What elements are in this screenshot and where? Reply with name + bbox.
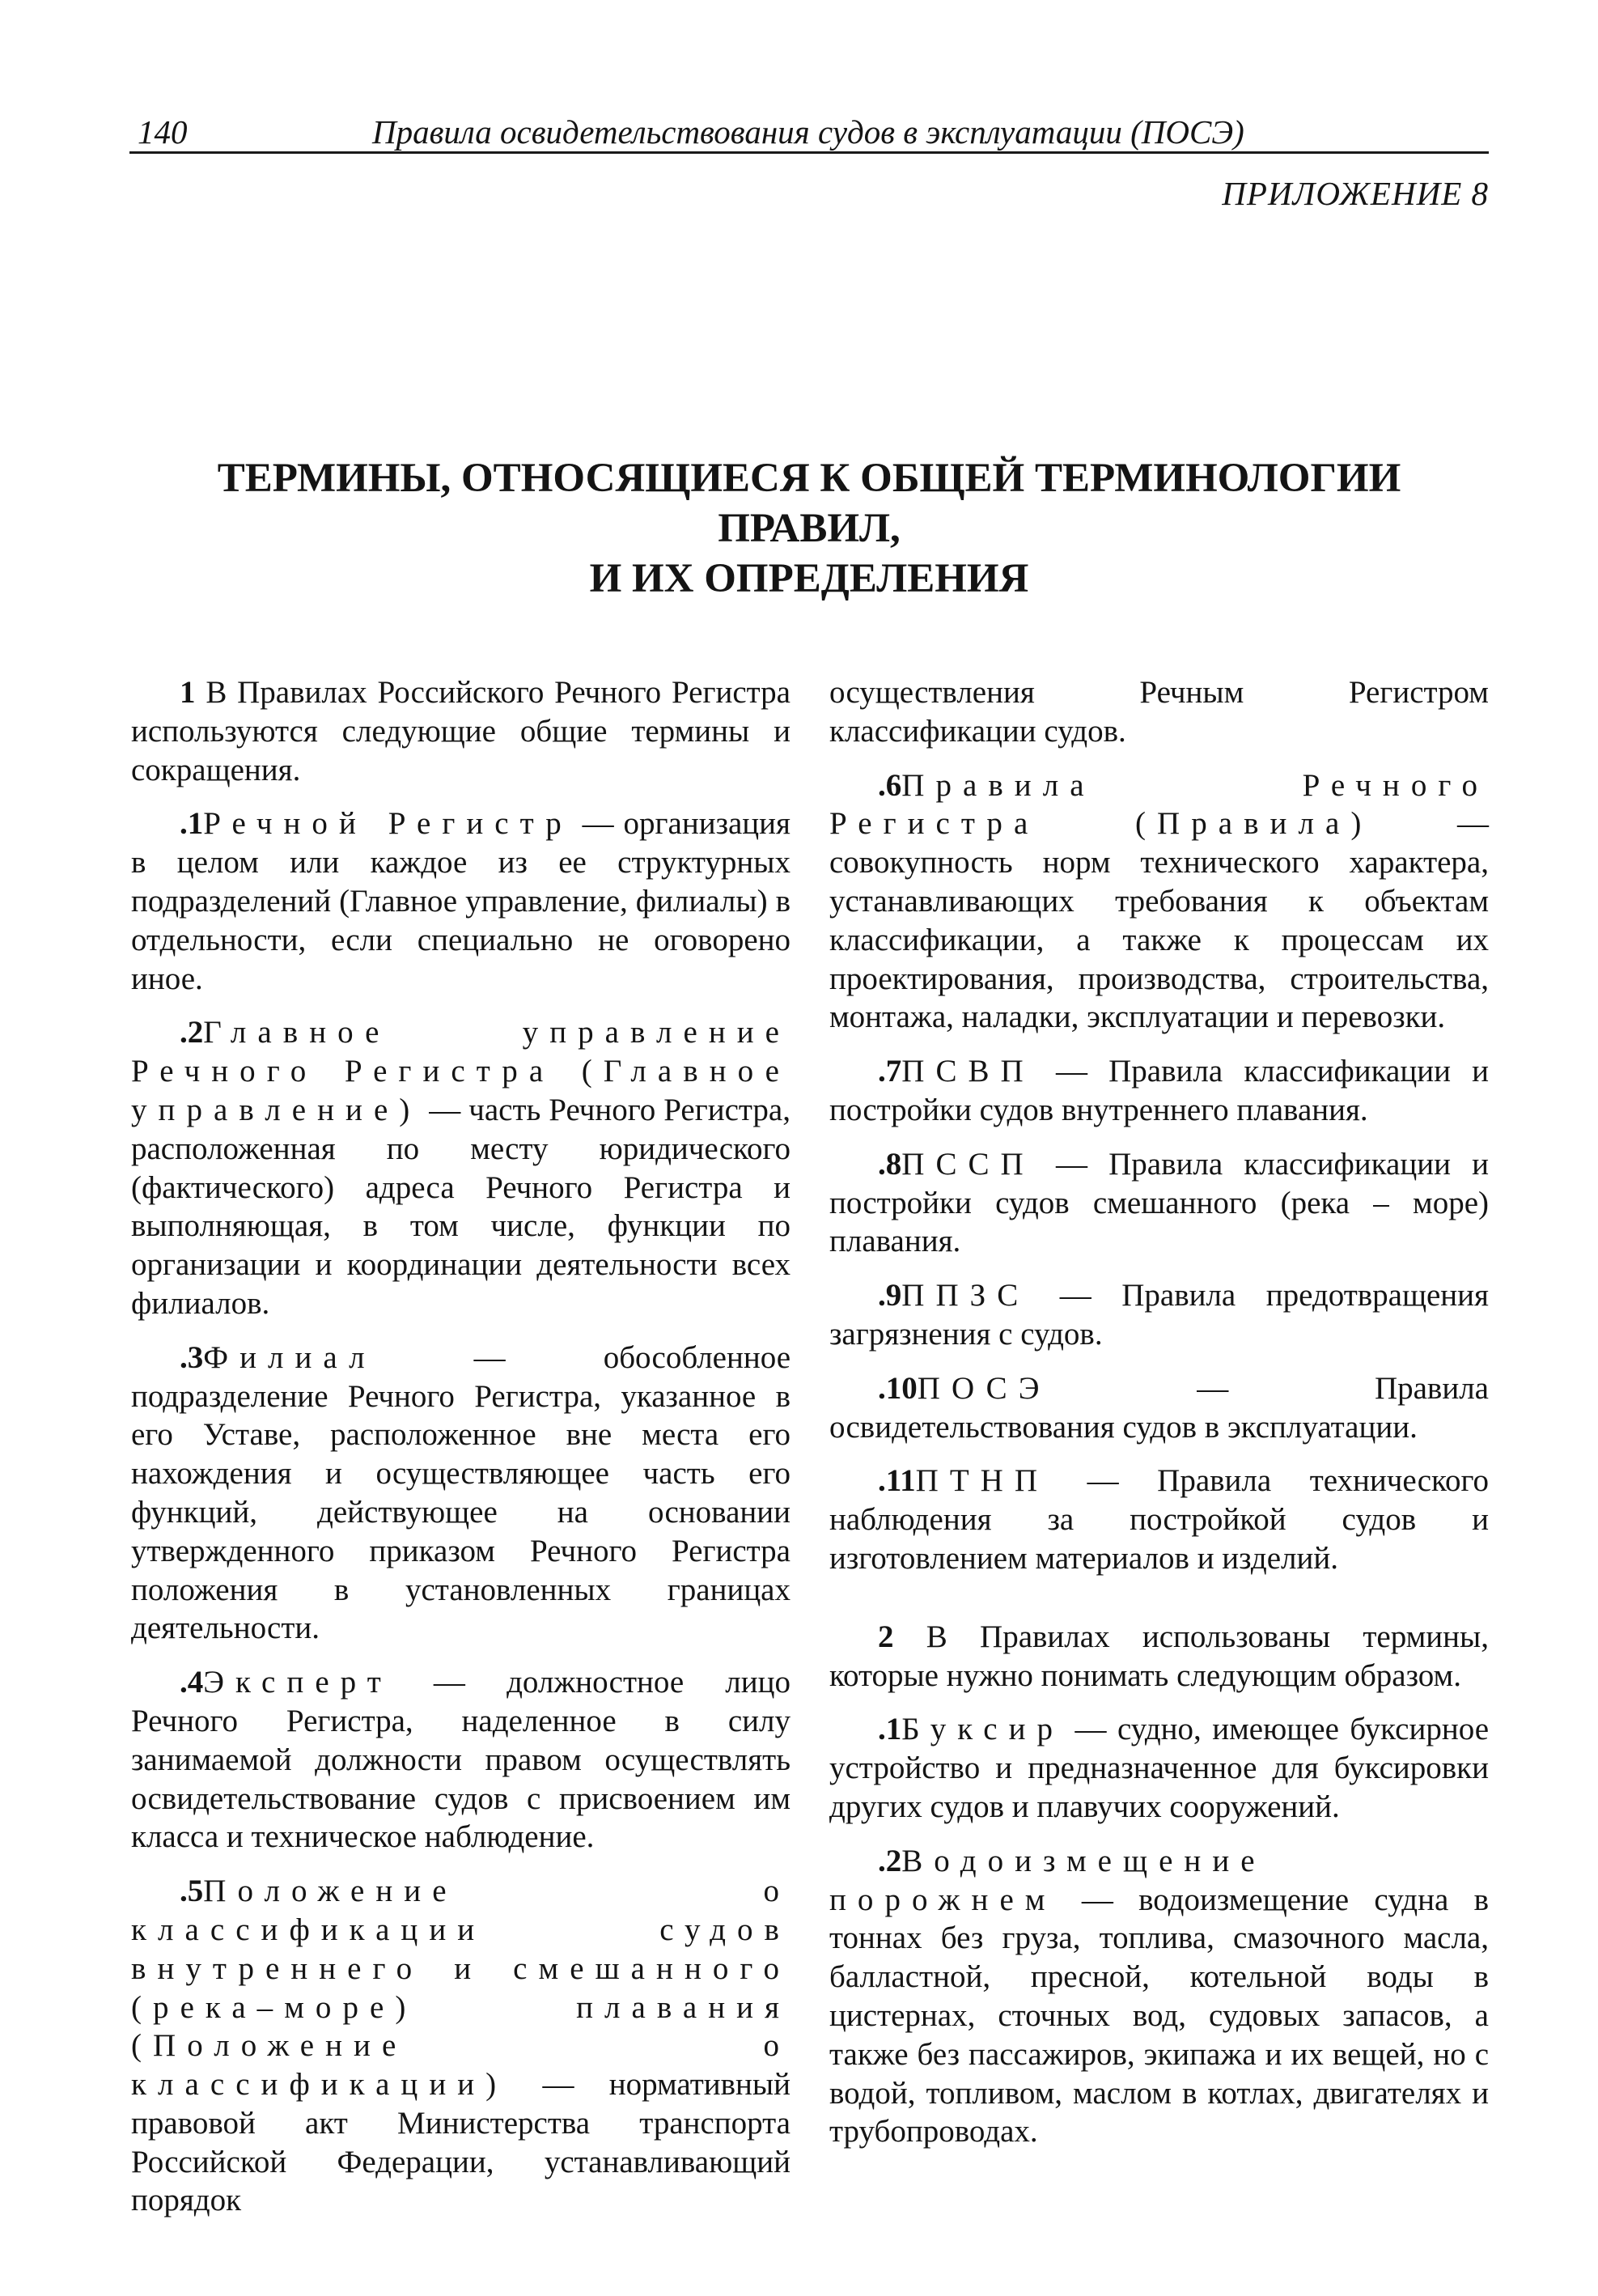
definition-text: — Правила предотвращения загрязнения с судов. xyxy=(829,1278,1489,1352)
item-number: .11 xyxy=(878,1463,916,1499)
running-title: Правила освидетельствования судов в эксплуатации (ПОСЭ) xyxy=(372,113,1244,151)
definition-1-4 xyxy=(131,1663,791,1857)
definition-text: — часть Речного Регистра, расположенная по месту юридического (фактического) адреса Речного Регистра и выполняющая, в том числе, функции по организации и координации деятельности всех филиалов. xyxy=(131,1092,791,1321)
term: Речной Регистр xyxy=(203,806,573,842)
section-gap xyxy=(829,1594,1489,1618)
page-number: 140 xyxy=(138,113,188,151)
item-number: .2 xyxy=(180,1015,204,1050)
term: Главное управление Речного Регистра (Главное управление) xyxy=(131,1015,791,1127)
definition-text: — Правила классификации и постройки судов смешанного (река – море) плавания. xyxy=(829,1146,1489,1259)
item-number: .4 xyxy=(180,1665,204,1700)
definition-2-1 xyxy=(829,1710,1489,1826)
definition-1-11 xyxy=(829,1462,1489,1577)
definition-text: — Правила технического наблюдения за постройкой судов и изготовлением материалов и изделий. xyxy=(829,1463,1489,1576)
item-number: .6 xyxy=(878,767,902,803)
item-number: .8 xyxy=(878,1146,902,1182)
item-number: .5 xyxy=(180,1874,204,1909)
paragraph-text: В Правилах Российского Речного Регистра используются следующие общие термины и сокращения. xyxy=(131,675,791,787)
definition-text: — обособленное подразделение Речного Регистра, указанное в его Уставе, расположенное вне места его нахождения и осуществляющее часть его функций, действующее на основании утвержденного приказом Речного Регистра положения в установленных границах деятельности. xyxy=(131,1339,791,1646)
section-2-intro xyxy=(829,1618,1489,1695)
document-title xyxy=(129,453,1489,604)
title-line-1: ТЕРМИНЫ, ОТНОСЯЩИЕСЯ К ОБЩЕЙ ТЕРМИНОЛОГИИ ПРАВИЛ, xyxy=(217,456,1401,551)
term: Эксперт xyxy=(203,1665,392,1700)
term: Водоизмещение порожнем xyxy=(829,1843,1266,1917)
header-rule xyxy=(129,151,1489,154)
term: ПССП xyxy=(901,1146,1035,1182)
title-line-2: И ИХ ОПРЕДЕЛЕНИЯ xyxy=(589,556,1029,601)
definition-1-5 xyxy=(131,1872,791,2220)
definition-text: — Правила освидетельствования судов в эксплуатации. xyxy=(829,1370,1489,1445)
item-number: .10 xyxy=(878,1370,918,1406)
section-number: 2 xyxy=(878,1619,894,1654)
term: Буксир xyxy=(901,1712,1065,1747)
section-1-intro xyxy=(131,673,791,789)
item-number: .1 xyxy=(180,806,204,842)
item-number: .2 xyxy=(878,1843,902,1878)
definition-text: — водоизмещение судна в тоннах без груза, топлива, смазочного масла, балластной, пресной, котельной воды в цистернах, сточных вод, судовых запасов, а также без пассажиров, экипажа и их вещей, но с водой, топливом, маслом в котлах, двигателях и трубопроводах. xyxy=(829,1882,1489,2150)
definition-1-8 xyxy=(829,1145,1489,1261)
definition-1-1 xyxy=(131,804,791,998)
term: ППЗС xyxy=(901,1278,1030,1314)
definition-1-7 xyxy=(829,1052,1489,1130)
definition-text: — должностное лицо Речного Регистра, наделенное в силу занимаемой должности правом осуществлять освидетельствование судов с присвоением им класса и техническое наблюдение. xyxy=(131,1665,791,1855)
right-column xyxy=(829,673,1489,2167)
definition-text: — совокупность норм технического характера, устанавливающих требования к объектам классификации, а также к процессам их проектирования, производства, строительства, монтажа, наладки, эксплуатации и перевозки. xyxy=(829,806,1489,1035)
definition-1-9 xyxy=(829,1276,1489,1354)
term: Правила Речного Регистра (Правила) xyxy=(829,767,1489,842)
item-number: .9 xyxy=(878,1278,902,1314)
definition-1-5-continuation: осуществления Речным Регистром классификации судов. xyxy=(829,675,1489,749)
paragraph-text: В Правилах использованы термины, которые нужно понимать следующим образом. xyxy=(829,1619,1489,1693)
definition-1-2 xyxy=(131,1013,791,1322)
term: ПТНП xyxy=(915,1463,1049,1499)
left-column xyxy=(131,673,791,2235)
definition-2-2 xyxy=(829,1842,1489,2151)
term: ПОСЭ xyxy=(917,1370,1051,1406)
definition-text: — организация в целом или каждое из ее структурных подразделений (Главное управление, филиалы) в отдельности, если специально не оговорено иное. xyxy=(131,806,791,996)
definition-1-6 xyxy=(829,766,1489,1038)
term: ПСВП xyxy=(901,1054,1035,1089)
item-number: .3 xyxy=(180,1339,204,1375)
term: Положение о классификации судов внутреннего и смешанного (река–море) плавания (Положение о классификации) xyxy=(131,1874,791,2103)
term: Филиал xyxy=(203,1339,376,1375)
definition-text: — Правила классификации и постройки судов внутреннего плавания. xyxy=(829,1054,1489,1127)
definition-text: — судно, имеющее буксирное устройство и предназначенное для буксировки других судов и плавучих сооружений. xyxy=(829,1712,1489,1824)
definition-1-10 xyxy=(829,1369,1489,1447)
definition-1-3 xyxy=(131,1339,791,1648)
item-number: .1 xyxy=(878,1712,902,1747)
section-number: 1 xyxy=(180,675,196,710)
appendix-label: ПРИЛОЖЕНИЕ 8 xyxy=(1222,175,1489,212)
definition-text: — нормативный правовой акт Министерства транспорта Российской Федерации, устанавливающий порядок xyxy=(131,2067,791,2218)
item-number: .7 xyxy=(878,1054,902,1089)
